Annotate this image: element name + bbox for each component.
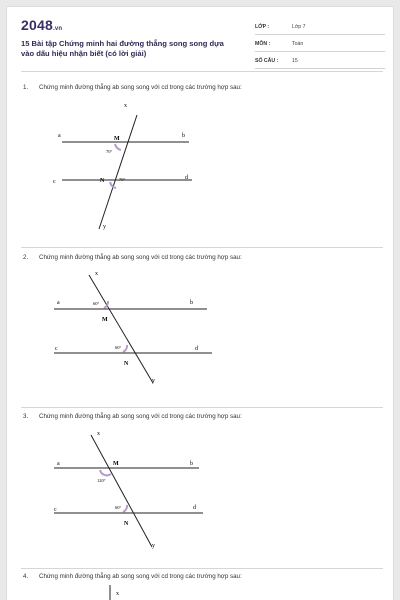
label-d: d bbox=[185, 175, 188, 181]
label-a: a bbox=[57, 461, 60, 467]
label-M: M bbox=[114, 136, 120, 142]
question-text: Chứng minh đường thẳng ab song song với cd trong các trường hợp sau: bbox=[39, 84, 242, 91]
label-c: c bbox=[53, 179, 56, 185]
label-N: N bbox=[124, 521, 129, 527]
angle-label-1: 120° bbox=[97, 478, 106, 483]
label-N: N bbox=[124, 361, 129, 367]
question-number: 4. bbox=[23, 573, 29, 580]
label-N: N bbox=[100, 178, 105, 184]
question-number: 3. bbox=[23, 413, 29, 420]
meta-key: SỐ CÂU : bbox=[255, 58, 279, 64]
label-b: b bbox=[190, 461, 193, 467]
label-b: b bbox=[182, 133, 185, 139]
label-M: M bbox=[113, 461, 119, 467]
meta-key: MÔN : bbox=[255, 41, 271, 47]
label-c: c bbox=[55, 346, 58, 352]
angle-label-1: 60° bbox=[93, 301, 100, 306]
question-text: Chứng minh đường thẳng ab song song với cd trong các trường hợp sau: bbox=[39, 573, 242, 580]
label-c: c bbox=[54, 507, 57, 513]
angle-label-2: 70° bbox=[119, 177, 126, 182]
angle-label-1: 70° bbox=[106, 149, 113, 154]
label-x: x bbox=[116, 591, 119, 597]
site-logo[interactable]: 2048.vn bbox=[21, 17, 63, 33]
angle-label-2: 60° bbox=[115, 345, 122, 350]
angle-label-2: 60° bbox=[115, 505, 122, 510]
question-number: 2. bbox=[23, 254, 29, 261]
label-d: d bbox=[195, 346, 198, 352]
label-a: a bbox=[58, 133, 61, 139]
label-y: y bbox=[103, 224, 106, 230]
document-page bbox=[6, 6, 394, 600]
meta-value: Toán bbox=[292, 41, 304, 47]
document-title: 15 Bài tập Chứng minh hai đường thẳng song song dựa vào dấu hiệu nhận biết (có lời giải) bbox=[21, 39, 224, 58]
label-y: y bbox=[152, 378, 155, 384]
label-a: a bbox=[57, 300, 60, 306]
figure-4 bbox=[7, 7, 395, 600]
meta-key: LỚP : bbox=[255, 24, 270, 30]
label-x: x bbox=[124, 103, 127, 109]
label-x: x bbox=[97, 431, 100, 437]
meta-value: 15 bbox=[292, 58, 298, 64]
question-text: Chứng minh đường thẳng ab song song với cd trong các trường hợp sau: bbox=[39, 413, 242, 420]
meta-value: Lớp 7 bbox=[292, 24, 306, 30]
label-d: d bbox=[193, 505, 196, 511]
label-x: x bbox=[95, 271, 98, 277]
label-y: y bbox=[152, 543, 155, 549]
label-M: M bbox=[102, 317, 108, 323]
question-text: Chứng minh đường thẳng ab song song với cd trong các trường hợp sau: bbox=[39, 254, 242, 261]
question-number: 1. bbox=[23, 84, 29, 91]
label-b: b bbox=[190, 300, 193, 306]
